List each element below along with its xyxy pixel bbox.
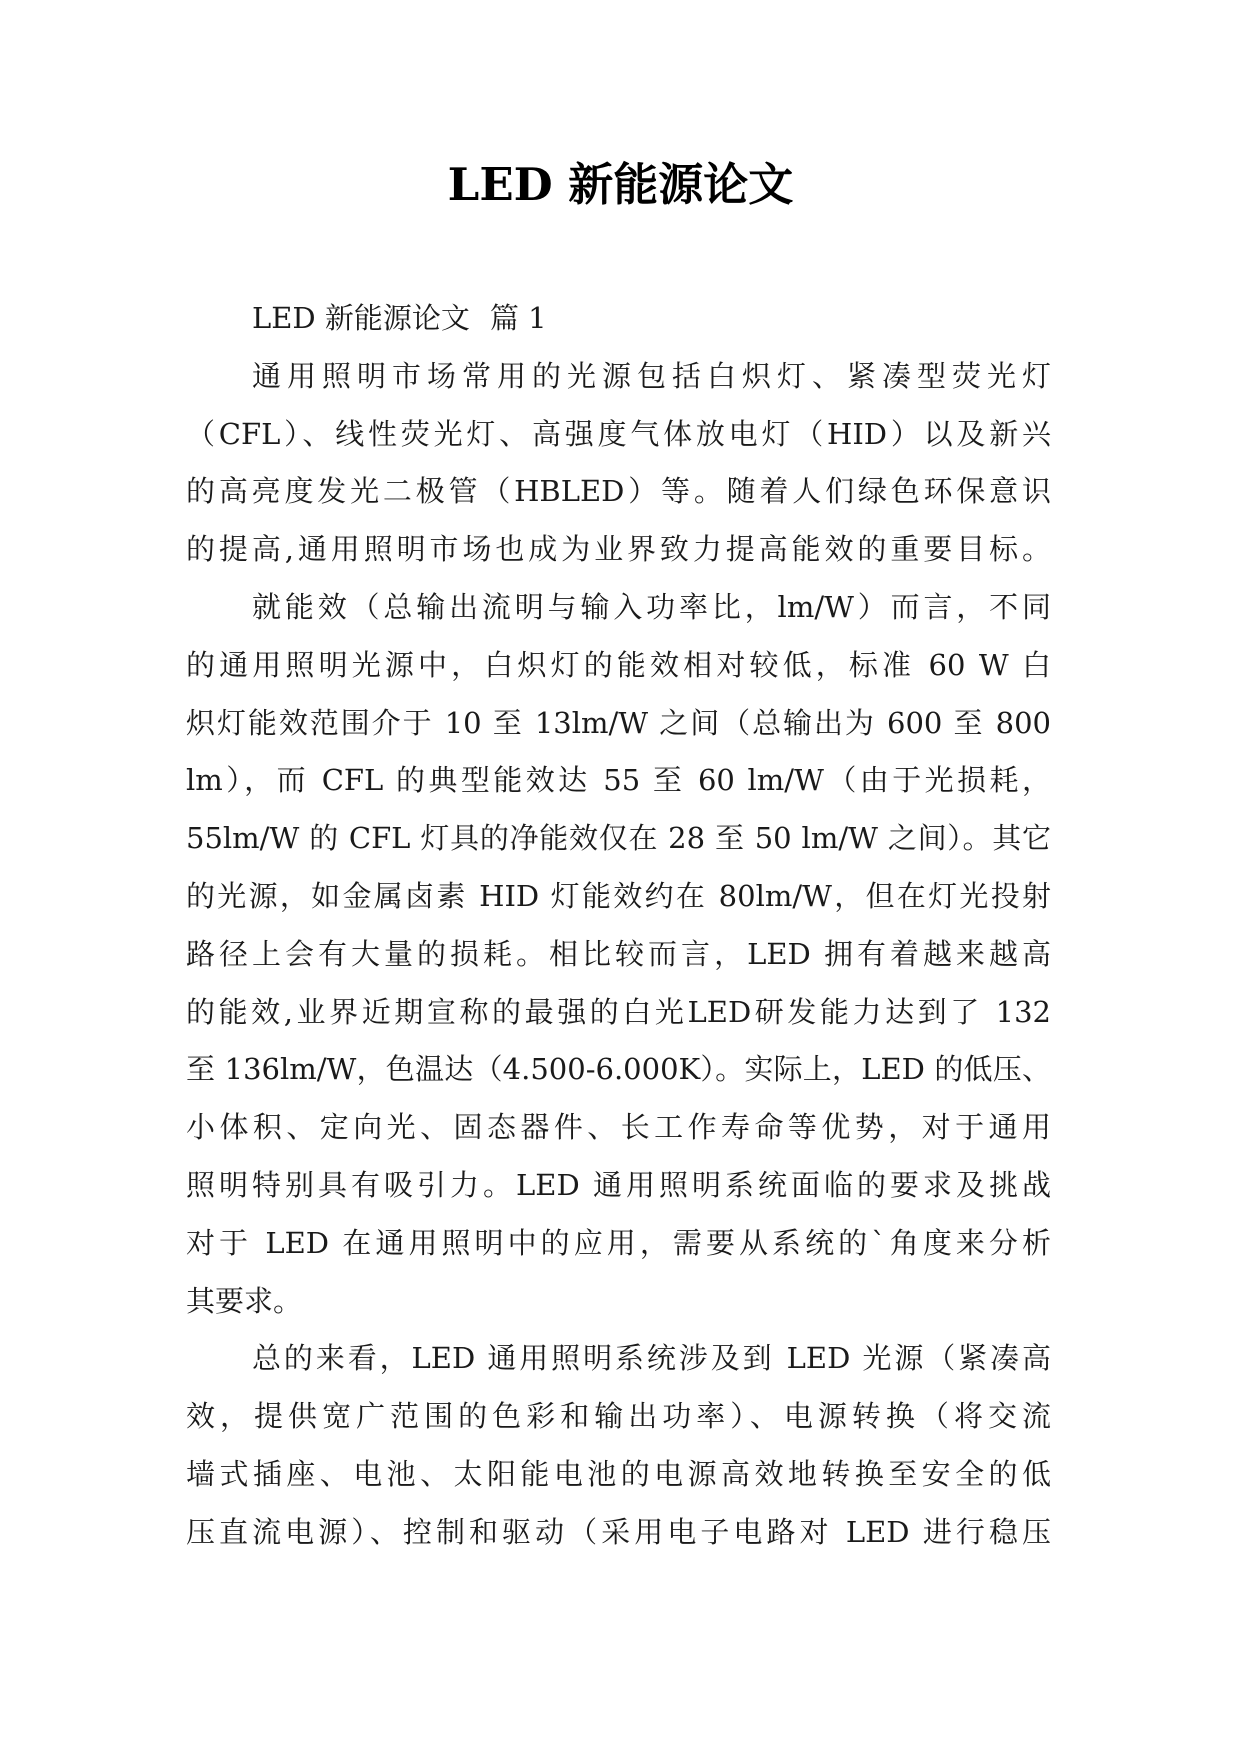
paragraph-line: 照明特别具有吸引力。LED 通用照明系统面临的要求及挑战: [186, 1167, 1051, 1202]
paragraph-line: 效，提供宽广范围的色彩和输出功率）、电源转换（将交流: [186, 1399, 1051, 1434]
paragraph-line: （CFL）、线性荧光灯、高强度气体放电灯（HID）以及新兴: [186, 416, 1051, 451]
paragraph-line: 其要求。: [186, 1283, 303, 1318]
paragraph: [186, 1330, 1051, 1561]
paragraph-line: 的提高,通用照明市场也成为业界致力提高能效的重要目标。: [186, 532, 1051, 567]
paragraph-line: 总的来看，LED 通用照明系统涉及到 LED 光源（紧凑高: [252, 1341, 1051, 1376]
paragraph-line: 的通用照明光源中，白炽灯的能效相对较低，标准 60 W 白: [186, 647, 1051, 682]
paragraph-line: 路径上会有大量的损耗。相比较而言，LED 拥有着越来越高: [186, 936, 1051, 971]
paragraph-line: 通用照明市场常用的光源包括白炽灯、紧凑型荧光灯: [252, 358, 1051, 393]
paragraph-line: 就能效（总输出流明与输入功率比，lm/W）而言，不同: [252, 589, 1051, 624]
section-heading-part: 篇 1: [489, 301, 547, 335]
paragraph-line: 墙式插座、电池、太阳能电池的电源高效地转换至安全的低: [186, 1456, 1051, 1491]
paragraph-line: 55lm/W 的 CFL 灯具的净能效仅在 28 至 50 lm/W 之间）。其它: [186, 821, 1051, 856]
document-body: [186, 290, 1051, 1562]
document-title: LED 新能源论文: [447, 158, 794, 211]
paragraph-line: 炽灯能效范围介于 10 至 13lm/W 之间（总输出为 600 至 800: [186, 705, 1051, 740]
paragraph-line: 压直流电源）、控制和驱动（采用电子电路对 LED 进行稳压: [186, 1514, 1051, 1549]
paragraph-line: 的光源，如金属卤素 HID 灯能效约在 80lm/W，但在灯光投射: [186, 878, 1051, 913]
paragraph: [186, 579, 1051, 1330]
paragraph-line: lm），而 CFL 的典型能效达 55 至 60 lm/W（由于光损耗，: [186, 763, 1051, 798]
paragraph: [186, 348, 1051, 579]
paragraph-line: 对于 LED 在通用照明中的应用，需要从系统的`角度来分析: [186, 1225, 1051, 1260]
paragraph-line: 的能效,业界近期宣称的最强的白光LED研发能力达到了 132: [186, 994, 1051, 1029]
paragraph-line: 的高亮度发光二极管（HBLED）等。随着人们绿色环保意识: [186, 474, 1051, 509]
paragraph-line: 至 136lm/W，色温达（4.500-6.000K）。实际上，LED 的低压、: [186, 1052, 1051, 1087]
section-heading: [186, 290, 1051, 348]
section-heading-label: LED 新能源论文: [252, 301, 470, 335]
paragraph-line: 小体积、定向光、固态器件、长工作寿命等优势，对于通用: [186, 1110, 1051, 1145]
